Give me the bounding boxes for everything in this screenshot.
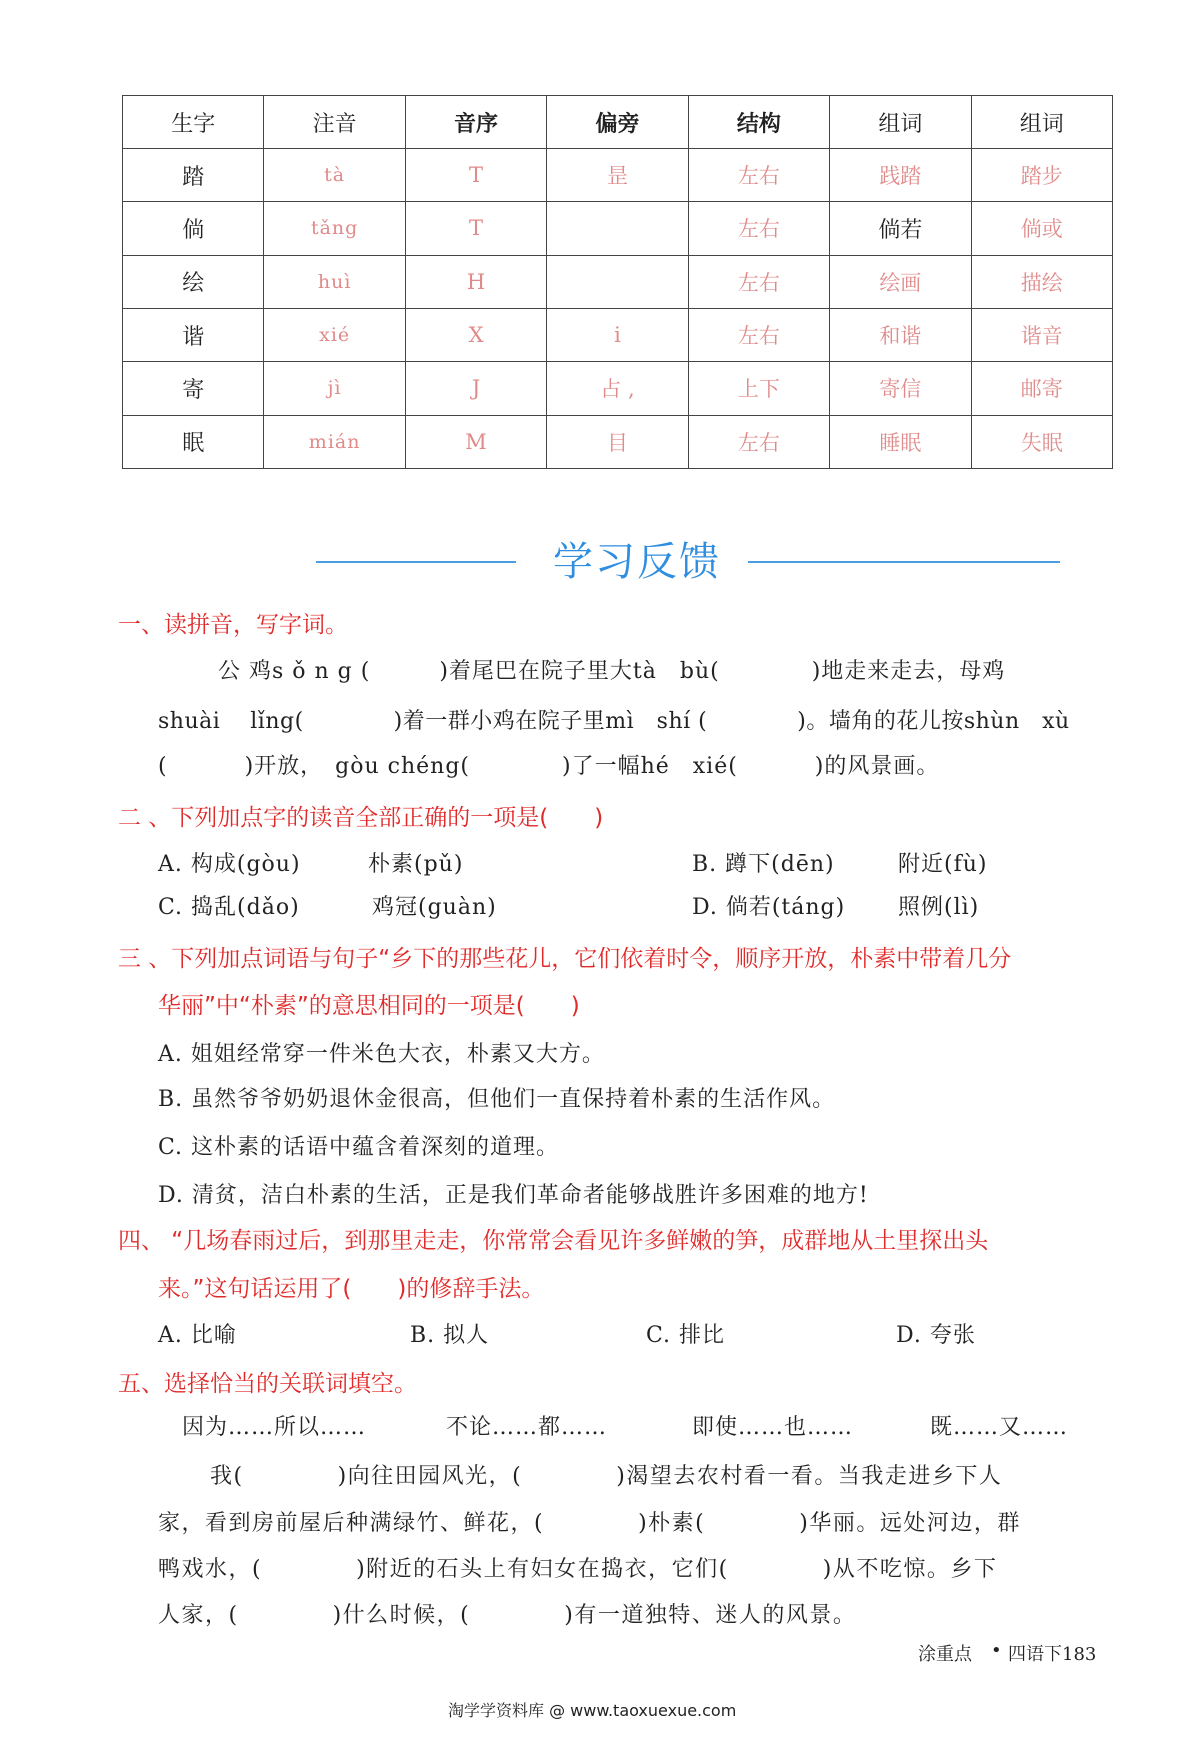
table-cell: 目 xyxy=(547,415,688,468)
table-cell: H xyxy=(405,255,546,308)
table-cell: i xyxy=(547,308,688,361)
connective-option: 即使……也…… xyxy=(692,1415,854,1440)
option-a: A. 姐姐经常穿一件米色大衣，朴素又大方。 xyxy=(158,1042,605,1067)
option-a-extra: 朴素(pǔ) xyxy=(368,852,464,877)
section-title-text: 学习反馈 xyxy=(553,539,721,585)
table-cell xyxy=(547,255,688,308)
table-cell: 左右 xyxy=(688,415,829,468)
connective-option: 不论……都…… xyxy=(446,1415,608,1440)
table-cell: 踏 xyxy=(123,149,264,202)
table-cell: 谐 xyxy=(123,308,264,361)
table-cell: xié xyxy=(264,308,405,361)
question-5-heading: 五、选择恰当的关联词填空。 xyxy=(118,1371,417,1397)
character-table xyxy=(122,95,1113,469)
table-cell: 眠 xyxy=(123,415,264,468)
table-cell: 绘 xyxy=(123,255,264,308)
table-cell: 踏步 xyxy=(971,149,1112,202)
question-3-heading-cont: 华丽”中“朴素”的意思相同的一项是( ) xyxy=(158,993,580,1019)
table-row xyxy=(123,149,1113,202)
question-5-line: 鸭戏水，( )附近的石头上有妇女在捣衣，它们( )从不吃惊。乡下 xyxy=(158,1557,998,1582)
page-number: 四语下183 xyxy=(1008,1644,1097,1665)
option-b-extra: 附近(fù) xyxy=(898,852,988,877)
table-cell: 描绘 xyxy=(971,255,1112,308)
question-1-line: shuài lǐng( )着一群小鸡在院子里mì shí ( )。墙角的花儿按shùn xù xyxy=(158,709,1070,734)
option-c: C. 这朴素的话语中蕴含着深刻的道理。 xyxy=(158,1135,560,1160)
table-cell: 和谐 xyxy=(830,308,971,361)
table-cell: 践踏 xyxy=(830,149,971,202)
table-cell: 谐音 xyxy=(971,308,1112,361)
option-b: B. 拟人 xyxy=(410,1323,490,1348)
header-cell: 结构 xyxy=(688,96,829,149)
table-header-row xyxy=(123,96,1113,149)
table-cell: jì xyxy=(264,362,405,415)
connective-option: 既……又…… xyxy=(930,1415,1069,1440)
header-cell: 偏旁 xyxy=(547,96,688,149)
question-4-heading: 四、 “几场春雨过后，到那里走走，你常常会看见许多鲜嫩的笋，成群地从土里探出头 xyxy=(118,1228,989,1254)
table-cell xyxy=(547,202,688,255)
table-cell: 寄 xyxy=(123,362,264,415)
table-cell: 寄信 xyxy=(830,362,971,415)
option-b: B. 蹲下(dēn) xyxy=(692,852,835,877)
option-c: C. 捣乱(dǎo) xyxy=(158,895,300,920)
table-row xyxy=(123,255,1113,308)
table-cell: tà xyxy=(264,149,405,202)
table-cell: 倘 xyxy=(123,202,264,255)
option-d: D. 夸张 xyxy=(896,1323,976,1348)
table-cell: huì xyxy=(264,255,405,308)
table-cell: 左右 xyxy=(688,255,829,308)
table-cell: 倘若 xyxy=(830,202,971,255)
question-1-heading: 一、读拼音，写字词。 xyxy=(118,612,348,638)
option-a: A. 构成(gòu) xyxy=(158,852,301,877)
header-cell: 生字 xyxy=(123,96,264,149)
table-cell: 左右 xyxy=(688,149,829,202)
table-row xyxy=(123,362,1113,415)
table-cell: 上下 xyxy=(688,362,829,415)
table-cell: X xyxy=(405,308,546,361)
table-cell: T xyxy=(405,202,546,255)
option-c-extra: 鸡冠(guàn) xyxy=(372,895,497,920)
watermark: 淘学学资料库 @ www.taoxuexue.com xyxy=(448,1701,737,1720)
table-row xyxy=(123,415,1113,468)
question-5-line: 家，看到房前屋后种满绿竹、鲜花，( )朴素( )华丽。远处河边，群 xyxy=(158,1511,1021,1536)
question-5-line: 人家，( )什么时候，( )有一道独特、迷人的风景。 xyxy=(158,1603,857,1628)
question-3-heading: 三 、下列加点词语与句子“乡下的那些花儿，它们依着时令，顺序开放，朴素中带着几分 xyxy=(118,946,1012,972)
option-b: B. 虽然爷爷奶奶退休金很高，但他们一直保持着朴素的生活作风。 xyxy=(158,1087,836,1112)
connective-option: 因为……所以…… xyxy=(182,1415,367,1440)
header-cell: 组词 xyxy=(830,96,971,149)
table-cell: 左右 xyxy=(688,308,829,361)
option-a: A. 比喻 xyxy=(158,1323,237,1348)
header-cell: 注音 xyxy=(264,96,405,149)
title-divider-left xyxy=(316,561,516,563)
table-cell: 失眠 xyxy=(971,415,1112,468)
option-d-extra: 照例(lì) xyxy=(898,895,980,920)
table-cell: tǎng xyxy=(264,202,405,255)
option-c: C. 排比 xyxy=(646,1323,726,1348)
table-cell: M xyxy=(405,415,546,468)
table-cell: mián xyxy=(264,415,405,468)
title-divider-right xyxy=(748,561,1060,563)
question-4-heading-cont: 来。”这句话运用了( )的修辞手法。 xyxy=(158,1276,545,1302)
table-cell: 昰 xyxy=(547,149,688,202)
table-cell: T xyxy=(405,149,546,202)
question-5-line: 我( )向往田园风光，( )渴望去农村看一看。当我走进乡下人 xyxy=(210,1464,1003,1489)
option-d: D. 倘若(táng) xyxy=(692,895,846,920)
option-d: D. 清贫，洁白朴素的生活，正是我们革命者能够战胜许多困难的地方! xyxy=(158,1183,869,1208)
header-cell: 音序 xyxy=(405,96,546,149)
footer-separator: • xyxy=(991,1640,1002,1661)
table-cell: 邮寄 xyxy=(971,362,1112,415)
table-row xyxy=(123,308,1113,361)
question-2-heading: 二 、下列加点字的读音全部正确的一项是( ) xyxy=(118,805,604,831)
table-cell: 绘画 xyxy=(830,255,971,308)
question-1-line: ( )开放， gòu chéng( )了一幅hé xié( )的风景画。 xyxy=(158,754,940,779)
table-cell: 倘或 xyxy=(971,202,1112,255)
table-cell: 占 , xyxy=(547,362,688,415)
question-1-line: 公 鸡s ǒ n g ( )着尾巴在院子里大tà bù( )地走来走去，母鸡 xyxy=(218,659,1006,684)
footer-brand: 涂重点 xyxy=(918,1644,972,1665)
table-row xyxy=(123,202,1113,255)
table-cell: J xyxy=(405,362,546,415)
header-cell: 组词 xyxy=(971,96,1112,149)
table-cell: 左右 xyxy=(688,202,829,255)
section-title xyxy=(0,530,1197,590)
table-cell: 睡眠 xyxy=(830,415,971,468)
